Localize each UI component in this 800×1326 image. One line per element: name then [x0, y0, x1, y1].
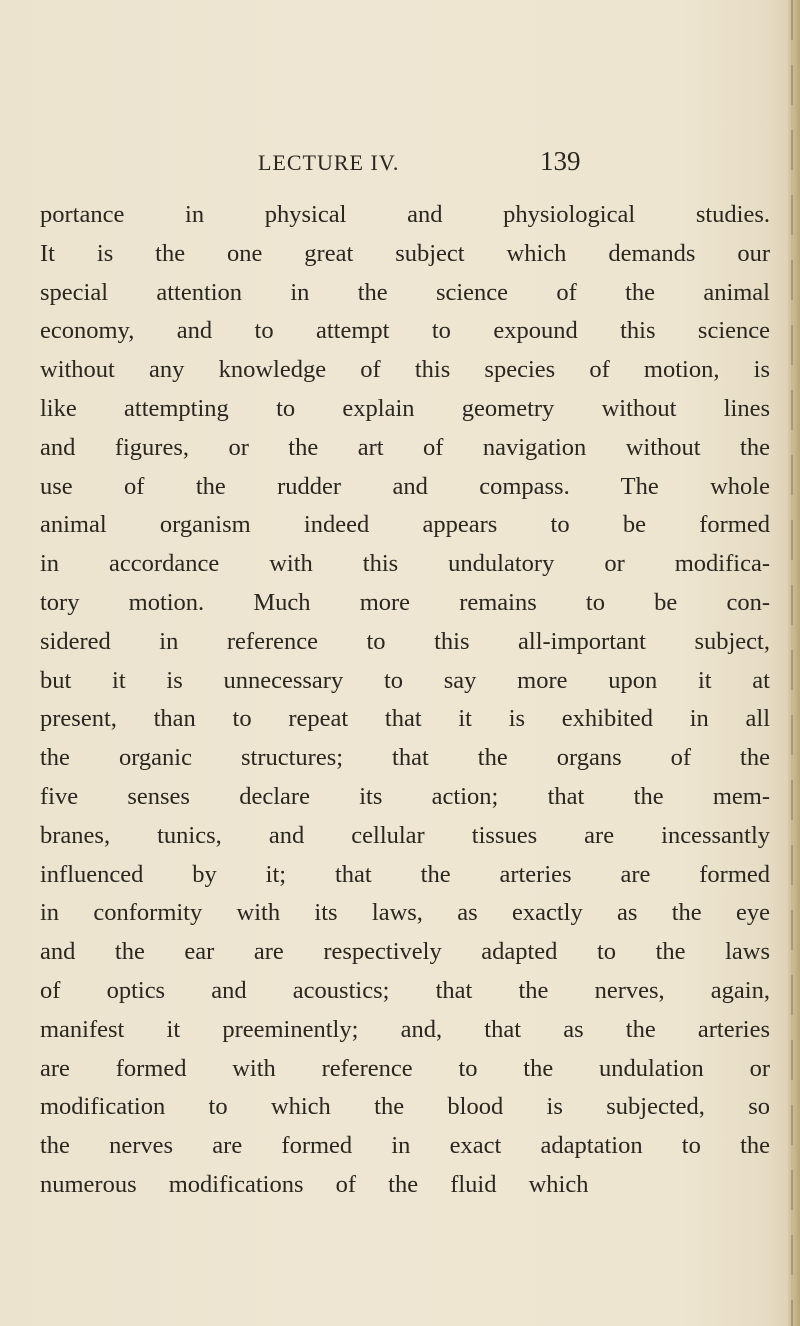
text-line: modification to which the blood is subjected, so: [40, 1093, 770, 1121]
text-line: the organic structures; that the organs of the: [40, 744, 770, 772]
text-line: but it is unnecessary to say more upon it at: [40, 666, 770, 694]
text-line: tory motion. Much more remains to be con-: [40, 588, 770, 616]
page-header: [40, 146, 760, 184]
text-line: influenced by it; that the arteries are formed: [40, 860, 770, 888]
text-line: manifest it preeminently; and, that as the arteries: [40, 1015, 770, 1043]
text-line: special attention in the science of the animal: [40, 278, 770, 306]
text-line: are formed with reference to the undulation or: [40, 1054, 770, 1082]
text-line: in conformity with its laws, as exactly as the eye: [40, 899, 770, 927]
text-line: without any knowledge of this species of motion, is: [40, 356, 770, 384]
text-line: in accordance with this undulatory or modifica-: [40, 550, 770, 578]
text-line: present, than to repeat that it is exhibited in all: [40, 705, 770, 733]
text-line: animal organism indeed appears to be formed: [40, 511, 770, 539]
text-line: and figures, or the art of navigation without the: [40, 433, 770, 461]
text-line: branes, tunics, and cellular tissues are incessantly: [40, 821, 770, 849]
text-line: five senses declare its action; that the mem-: [40, 782, 770, 810]
text-line: numerous modifications of the fluid which: [40, 1170, 589, 1198]
page-edge: [788, 0, 800, 1326]
text-line: sidered in reference to this all-important subject,: [40, 627, 770, 655]
text-line: the nerves are formed in exact adaptation to the: [40, 1132, 770, 1160]
text-line: of optics and acoustics; that the nerves, again,: [40, 976, 770, 1004]
page-number: 139: [540, 146, 581, 176]
text-line: use of the rudder and compass. The whole: [40, 472, 770, 500]
text-line: like attempting to explain geometry without lines: [40, 394, 770, 422]
body-text: [40, 196, 770, 1205]
running-head: LECTURE IV.: [258, 150, 400, 175]
text-line: economy, and to attempt to expound this science: [40, 317, 770, 345]
text-line: portance in physical and physiological studies.: [40, 201, 770, 228]
text-line: and the ear are respectively adapted to the laws: [40, 938, 770, 966]
text-line: It is the one great subject which demands our: [40, 239, 770, 267]
